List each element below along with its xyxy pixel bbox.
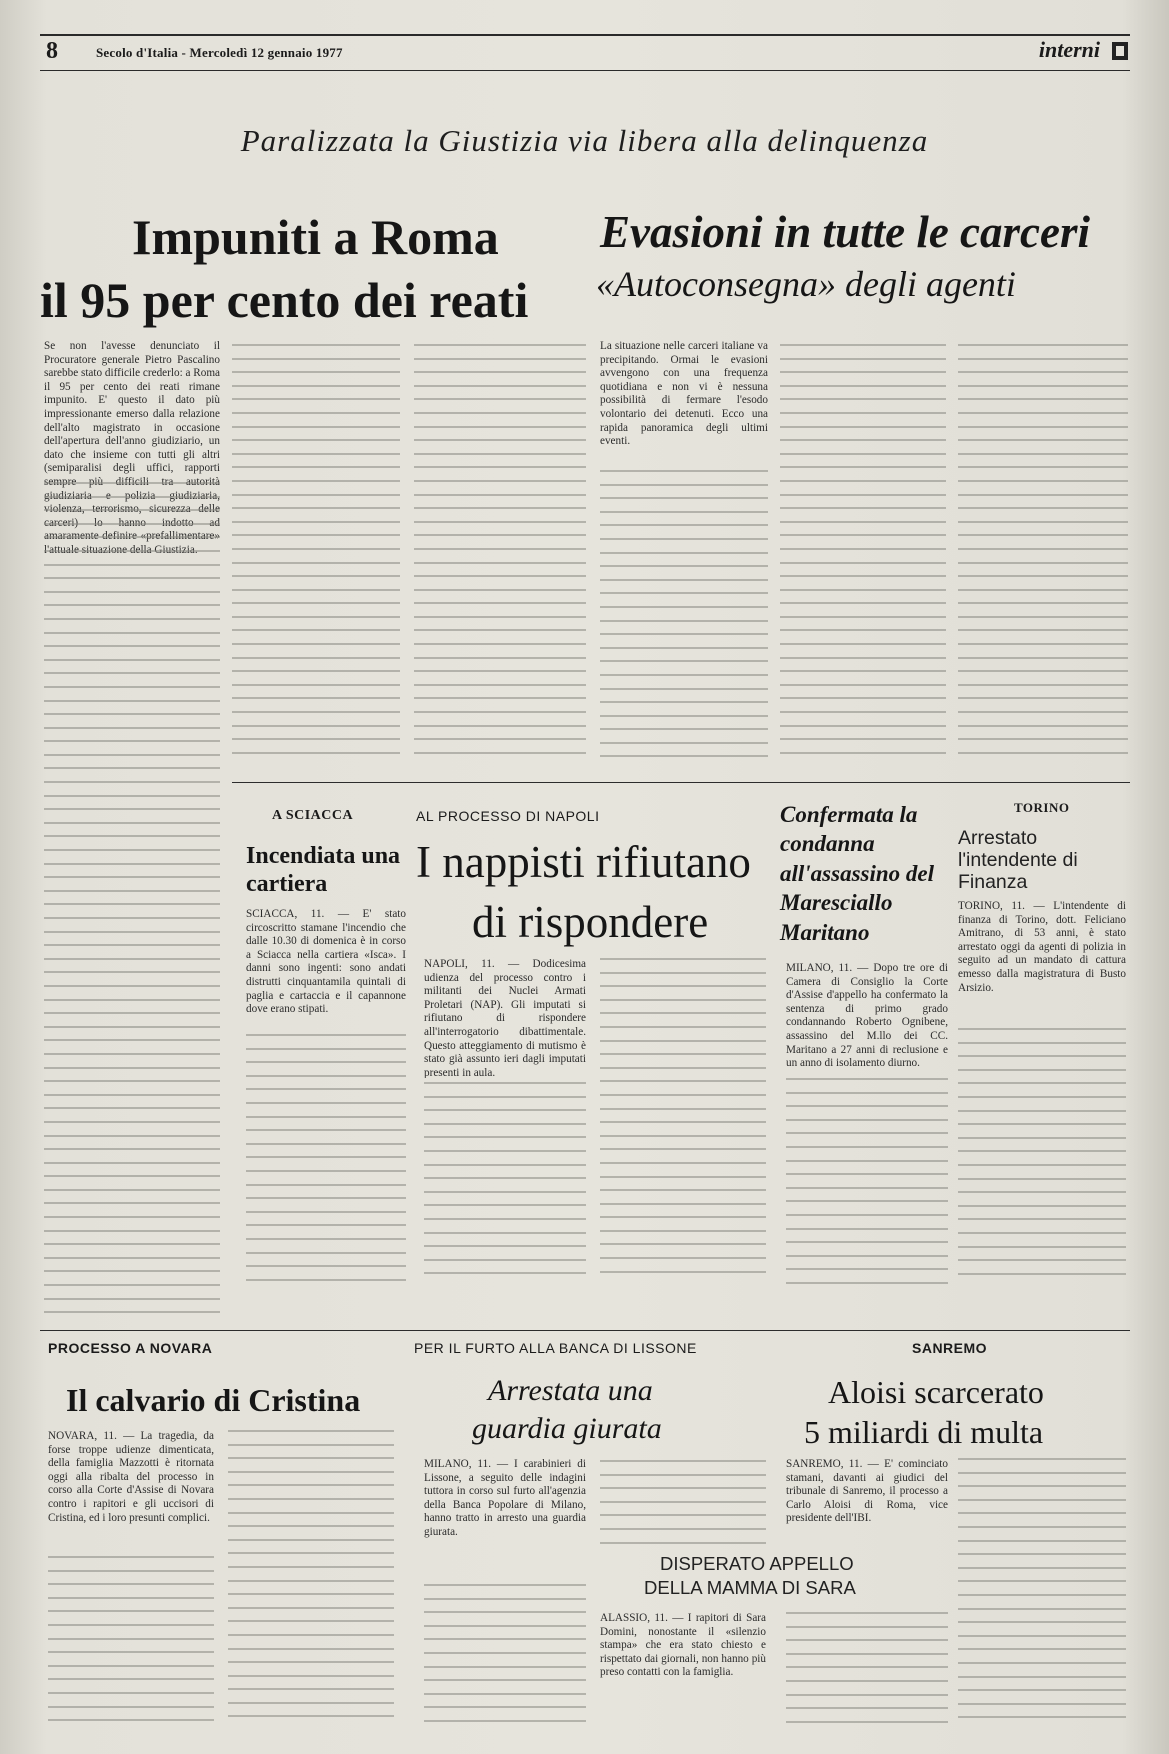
sara-lead: ALASSIO, 11. — I rapitori di Sara Domini, nonostante il «silenzio stampa» che era stato chiesto e rispettato dai giornali, non hanno più preso contatti con la famiglia.: [600, 1612, 766, 1679]
sciacca-lead: SCIACCA, 11. — E' stato circoscritto stamane l'incendio che dalle 10.30 di domenica è in corso a Sciacca nella cartiera «Isca». I danni sono ingenti: sono andati distrutti cinquantamila quintali di paglia e cartaccia e il capannone dove erano stipati.: [246, 908, 406, 1016]
dateline: Secolo d'Italia - Mercoledì 12 gennaio 1977: [96, 45, 343, 60]
novara-body-col-1: [48, 1556, 214, 1736]
sciacca-headline: Incendiata una cartiera: [246, 843, 401, 898]
novara-headline: Il calvario di Cristina: [66, 1382, 361, 1418]
section-logo-icon: [1112, 42, 1128, 60]
roma-headline-1: Impuniti a Roma: [132, 209, 499, 265]
lissone-lead: MILANO, 11. — I carabinieri di Lissone, a seguito delle indagini tuttora in corso sul furto all'agenzia della Banca Popolare di Milano, hanno tratto in arresto una guardia giurata.: [424, 1458, 586, 1538]
torino-lead: TORINO, 11. — L'intendente di finanza di Torino, dott. Feliciano Amitrano, di 53 anni, è stato arrestato oggi da agenti di polizia in seguito ad un mandato di cattura emesso dalla magistratura di Busto Arsizio.: [958, 900, 1126, 994]
sara-body: [786, 1612, 948, 1736]
sanremo-lead: SANREMO, 11. — E' cominciato stamani, davanti ai giudici del tribunale di Sanremo, il processo a Carlo Aloisi di Roma, vice presidente dell'IBI.: [786, 1458, 948, 1525]
napoli-headline-1: I nappisti rifiutano: [416, 837, 751, 887]
sanremo-body: [958, 1458, 1126, 1736]
napoli-body-col-2: [600, 958, 766, 1294]
sciacca-label: A SCIACCA: [272, 808, 354, 823]
maritano-lead: MILANO, 11. — Dopo tre ore di Camera di Consiglio la Corte d'Assise d'appello ha confermato la sentenza di primo grado condannando Roberto Ognibene, assassino del M.llo dei CC. Maritano a 27 anni di reclusione e un anno di isolamento diurno.: [786, 962, 948, 1070]
torino-headline: Arrestato l'intendente di Finanza: [958, 827, 1078, 893]
carceri-headline-1: Evasioni in tutte le carceri: [600, 207, 1090, 257]
roma-body-col-2: [232, 344, 400, 774]
novara-lead: NOVARA, 11. — La tragedia, da forse troppe udienze dimenticata, della famiglia Mazzotti è ritornata oggi alla ribalta del processo in corso alla Corte d'Assise di Novara contro i rapitori e gli uccisori di Cristina, ed i loro presunti complici.: [48, 1430, 214, 1524]
middle-rule: [232, 782, 1130, 783]
carceri-body-col-1: [600, 470, 768, 774]
lissone-headline-2: guardia giurata: [472, 1412, 662, 1445]
sanremo-headline-1: Aloisi scarcerato: [828, 1374, 1044, 1410]
maritano-body: [786, 1078, 948, 1294]
lissone-body-col-2: [600, 1460, 766, 1550]
torino-label: TORINO: [1014, 800, 1070, 815]
lissone-label: PER IL FURTO ALLA BANCA DI LISSONE: [414, 1340, 697, 1356]
sanremo-headline-2: 5 miliardi di multa: [804, 1414, 1044, 1450]
lower-rule: [40, 1330, 1130, 1331]
page-number: 8: [46, 38, 58, 64]
torino-body: [958, 1028, 1126, 1294]
page-header: [40, 34, 1130, 71]
carceri-lead: La situazione nelle carceri italiane va precipitando. Ormai le evasioni avvengono con una frequenza quotidiana e non vi è nessuna possibilità di fermare l'esodo volontario dei detenuti. Ecco una rapida panoramica degli ultimi eventi.: [600, 340, 768, 448]
sara-headline-1: DISPERATO APPELLO: [660, 1553, 854, 1574]
novara-label: PROCESSO A NOVARA: [48, 1340, 213, 1356]
lissone-body-col-1: [424, 1584, 586, 1736]
sara-headline-2: DELLA MAMMA DI SARA: [644, 1577, 856, 1598]
napoli-body-col-1: [424, 1082, 586, 1294]
carceri-body-col-3: [958, 344, 1128, 774]
carceri-headline-2: «Autoconsegna» degli agenti: [596, 264, 1016, 304]
kicker: Paralizzata la Giustizia via libera alla delinquenza: [240, 123, 929, 158]
napoli-label: AL PROCESSO DI NAPOLI: [416, 808, 600, 824]
napoli-headline-2: di rispondere: [472, 897, 709, 947]
section-title: interni: [1038, 37, 1100, 62]
carceri-body-col-2: [780, 344, 946, 774]
sciacca-body: [246, 1034, 406, 1294]
roma-headline-2: il 95 per cento dei reati: [40, 272, 529, 328]
roma-lead: Se non l'avesse denunciato il Procuratore generale Pietro Pascalino sarebbe stato difficile crederlo: a Roma il 95 per cento dei reati rimane impunito. E' questo il dato più impressionante emerso dalla relazione dell'alto magistrato in occasione dell'apertura dell'anno giudiziario, un dato che insieme con tutti gli altri (semiparalisi degli uffici, rapporti: [44, 340, 220, 475]
sanremo-label: SANREMO: [912, 1340, 988, 1356]
napoli-lead: NAPOLI, 11. — Dodicesima udienza del processo contro i militanti dei Nuclei Armati Proletari (NAP). Gli imputati si rifiutano di rispondere all'interrogatorio dibattimentale. Questo atteggiamento di mutismo è stato già assunto ieri dagli imputati presenti in aula.: [424, 958, 586, 1078]
maritano-headline: Confermata la condanna all'assassino del Maresciallo Maritano: [780, 802, 935, 945]
roma-body-col-3: [414, 344, 586, 774]
roma-body-col-1: [44, 482, 220, 1342]
lissone-headline-1: Arrestata una: [488, 1374, 653, 1407]
novara-body-col-2: [228, 1430, 394, 1736]
